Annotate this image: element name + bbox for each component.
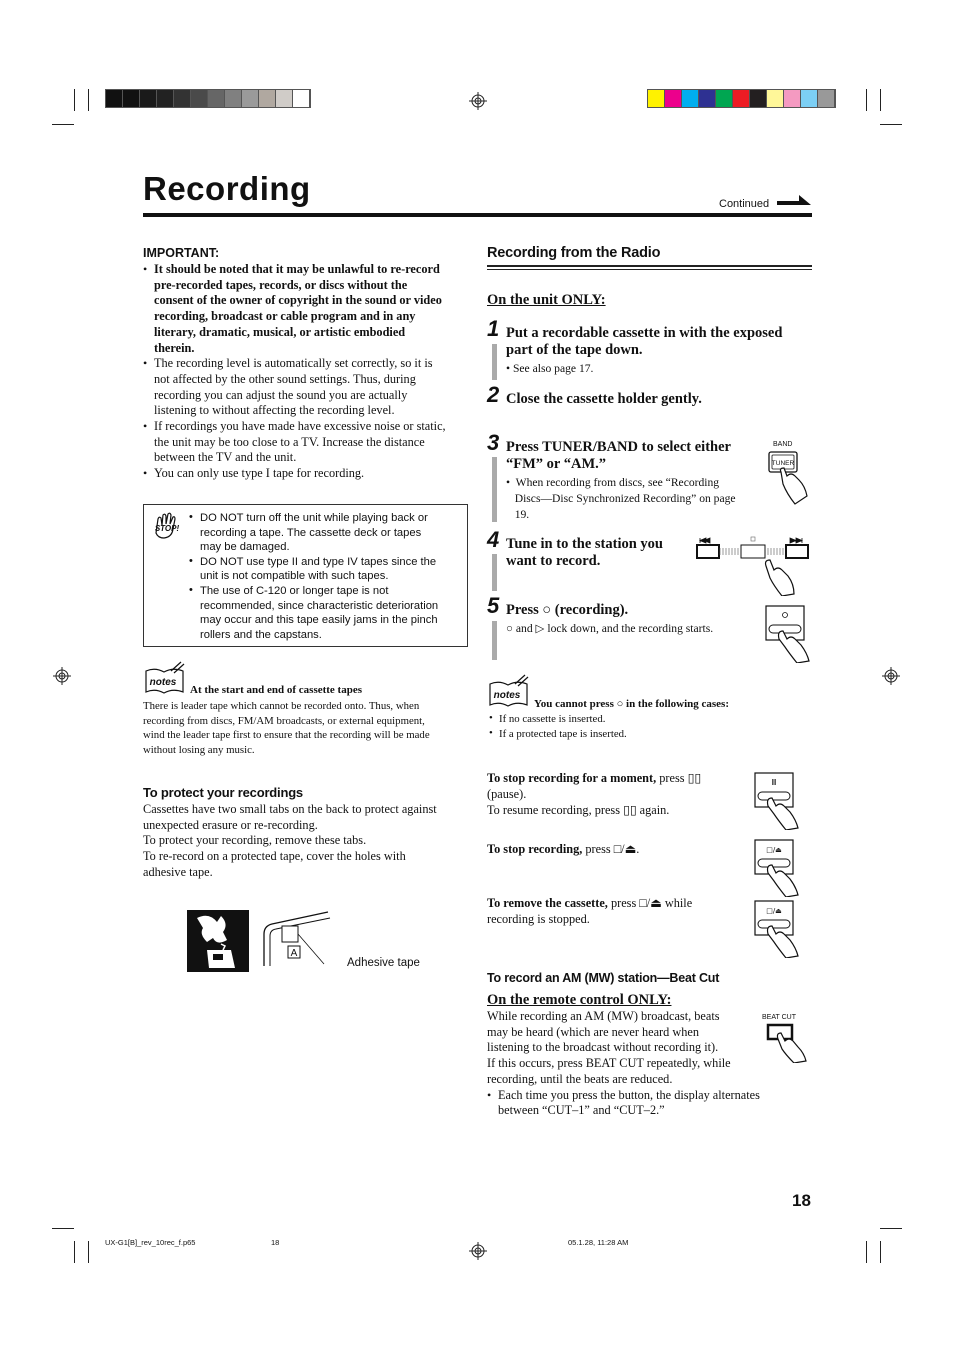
- step-text: part of the tape down.: [506, 342, 643, 358]
- step-bar: [492, 621, 497, 660]
- stop-instruction: To stop recording, press □/⏏.: [487, 842, 640, 856]
- pause-instruction: To stop recording for a moment, press ▯▯: [487, 771, 702, 785]
- svg-text:□/⏏: □/⏏: [766, 846, 782, 854]
- remove-instruction-2: recording is stopped.: [487, 912, 590, 926]
- crop-mark: [880, 1241, 881, 1263]
- crop-mark: [88, 1241, 89, 1263]
- step-number: 2: [487, 382, 500, 407]
- important-line: listening to without affecting the recording level.: [154, 403, 395, 418]
- svg-text:notes: notes: [493, 690, 521, 701]
- continued-arrow-icon: [777, 193, 813, 211]
- important-line: recording, broadcast or cable program and in any: [154, 309, 416, 324]
- important-line: If recordings you have made have excessive noise or static,: [154, 419, 446, 433]
- remove-instruction: To remove the cassette, press □/⏏ while: [487, 896, 693, 910]
- crop-mark: [52, 1228, 74, 1229]
- protect-line: To protect your recording, remove these tabs.: [143, 833, 367, 848]
- step-text: Close the cassette holder gently.: [506, 391, 702, 407]
- important-line: You can only use type I tape for recording.: [154, 466, 365, 481]
- gray-swatch: [140, 90, 157, 107]
- svg-text:notes: notes: [149, 677, 177, 688]
- color-swatch: [767, 90, 784, 107]
- important-line: literary, dramatic, musical, or artistic embodied: [154, 324, 406, 339]
- important-line: The recording level is automatically set correctly, so it is: [154, 356, 433, 371]
- step-bar: [492, 344, 497, 380]
- crop-mark: [880, 1228, 902, 1229]
- notes-right-line: If a protected tape is inserted.: [499, 727, 627, 740]
- step-number: 3: [487, 430, 500, 455]
- footer-date: 05.1.28, 11:28 AM: [568, 1238, 629, 1247]
- notes-icon: [143, 661, 187, 695]
- caution-line: unit is not compatible with such tapes.: [200, 570, 389, 583]
- caution-line: rollers and the capstans.: [200, 628, 322, 641]
- gray-swatch: [293, 90, 310, 107]
- band-label: BAND: [773, 441, 793, 448]
- step-text: Tune in to the station you: [506, 536, 663, 552]
- color-swatch: [818, 90, 835, 107]
- beat-cut-line: listening to the broadcast without recording it).: [487, 1040, 719, 1055]
- title-rule: [143, 213, 812, 217]
- caution-line: may occur and this tape easily jams in the pinch: [200, 614, 438, 627]
- notes-right-heading: You cannot press ○ in the following cases:: [534, 698, 729, 710]
- important-line: pre-recorded tapes, records, or discs without the: [154, 277, 408, 292]
- resume-instruction: To resume recording, press ▯▯ again.: [487, 803, 670, 817]
- notes-left-heading: At the start and end of cassette tapes: [190, 684, 363, 696]
- color-swatch: [733, 90, 750, 107]
- important-heading: IMPORTANT:: [143, 246, 220, 260]
- notes-right-line: If no cassette is inserted.: [499, 713, 606, 725]
- caution-line: may be damaged.: [200, 541, 290, 554]
- step-bar: [492, 554, 497, 591]
- color-calibration-bar: [647, 89, 836, 108]
- tuning-buttons-hand-icon: [694, 536, 812, 596]
- caution-line: DO NOT use type II and type IV tapes since the: [200, 555, 437, 568]
- step-text: want to record.: [506, 553, 601, 569]
- bullet-dot: •: [489, 726, 493, 739]
- continued-label: Continued: [719, 198, 770, 210]
- beat-cut-bullet-line: Each time you press the button, the display alternates: [498, 1087, 760, 1102]
- important-line: consent of the owner of copyright in the sound or video: [154, 293, 442, 308]
- notes-left-line: recording from discs, FM/AM broadcasts, or external equipment,: [143, 714, 425, 727]
- gray-swatch: [242, 90, 259, 107]
- caution-line: The use of C-120 or longer tape is not: [200, 585, 389, 597]
- color-swatch: [665, 90, 682, 107]
- gray-swatch: [276, 90, 293, 107]
- svg-text:A: A: [290, 948, 298, 959]
- gray-swatch: [208, 90, 225, 107]
- cassette-adhesive-tape-illustration: [258, 908, 348, 970]
- bullet-dot: •: [487, 1087, 492, 1102]
- footer-file: UX-G1[B]_rev_10rec_f.p65: [105, 1238, 196, 1247]
- color-swatch: [750, 90, 767, 107]
- notes-left-line: wind the leader tape first to ensure that the recording will be made: [143, 729, 430, 742]
- caution-line: DO NOT turn off the unit while playing back or: [200, 512, 428, 524]
- bullet-dot: •: [489, 712, 493, 724]
- step-note: 19.: [506, 507, 530, 521]
- beat-cut-label: BEAT CUT: [762, 1014, 796, 1021]
- svg-text:TUNER: TUNER: [771, 460, 795, 467]
- tuner-button-hand-icon: [765, 450, 813, 506]
- radio-heading-rule-2: [487, 269, 812, 270]
- color-swatch: [682, 90, 699, 107]
- cassette-tab-illustration: [187, 910, 249, 972]
- bullet-dot: •: [143, 419, 148, 433]
- gray-swatch: [106, 90, 123, 107]
- gray-swatch: [174, 90, 191, 107]
- footer-page: 18: [271, 1238, 280, 1247]
- protect-heading: To protect your recordings: [143, 785, 303, 800]
- unit-only-label: On the unit ONLY:: [487, 292, 606, 308]
- notes-left-line: without losing any music.: [143, 743, 255, 756]
- page-title: Recording: [143, 170, 311, 207]
- crop-mark: [880, 89, 881, 111]
- step-text: Press ○ (recording).: [506, 602, 629, 618]
- color-swatch: [699, 90, 716, 107]
- bullet-dot: •: [189, 511, 193, 523]
- bullet-dot: •: [189, 554, 193, 567]
- caution-line: recommended, since characteristic deterioration: [200, 599, 439, 612]
- gray-calibration-bar: [105, 89, 311, 108]
- bullet-dot: •: [143, 262, 148, 276]
- gray-swatch: [191, 90, 208, 107]
- crop-mark: [52, 124, 74, 125]
- gray-swatch: [123, 90, 140, 107]
- notes-icon: [487, 674, 531, 708]
- color-swatch: [801, 90, 818, 107]
- registration-mark-icon: [882, 667, 900, 685]
- step-text: “FM” or “AM.”: [506, 456, 606, 472]
- bullet-dot: •: [143, 466, 148, 481]
- caution-line: recording a tape. The cassette deck or tapes: [200, 526, 422, 539]
- crop-mark: [866, 89, 867, 111]
- bullet-dot: •: [189, 584, 193, 596]
- gray-swatch: [157, 90, 174, 107]
- svg-text:STOP!: STOP!: [154, 524, 180, 533]
- adhesive-tape-label: Adhesive tape: [347, 957, 420, 969]
- important-line: recording you can adjust the sound you are actually: [154, 387, 408, 402]
- protect-line: To re-record on a protected tape, cover the holes with: [143, 849, 406, 864]
- registration-mark-icon: [469, 92, 487, 110]
- protect-line: Cassettes have two small tabs on the back to protect against: [143, 802, 437, 816]
- remote-only-label: On the remote control ONLY:: [487, 992, 672, 1008]
- radio-heading: Recording from the Radio: [487, 245, 661, 261]
- beat-cut-button-hand-icon: [766, 1023, 810, 1063]
- important-line: not affected by the other sound settings. Thus, during: [154, 371, 416, 386]
- important-line: between the TV and the unit.: [154, 450, 297, 465]
- important-line: It should be noted that it may be unlawful to re-record: [154, 262, 440, 276]
- step-note: • When recording from discs, see “Recording: [506, 476, 720, 489]
- important-line: the unit may be too close to a TV. Increase the distance: [154, 434, 425, 449]
- beat-cut-line: While recording an AM (MW) broadcast, beats: [487, 1009, 720, 1023]
- step-note: ○ and ▷ lock down, and the recording starts.: [506, 622, 714, 635]
- protect-line: adhesive tape.: [143, 864, 213, 879]
- registration-mark-icon: [53, 667, 71, 685]
- stop-hand-icon: [150, 511, 184, 541]
- registration-mark-icon: [469, 1242, 487, 1260]
- step-bar: [492, 457, 497, 522]
- step-number: 4: [487, 527, 500, 552]
- beat-cut-line: recording, until the beats are reduced.: [487, 1071, 673, 1086]
- color-swatch: [716, 90, 733, 107]
- color-swatch: [648, 90, 665, 107]
- step-note: Discs—Disc Synchronized Recording” on page: [506, 491, 736, 505]
- page-number: 18: [792, 1191, 811, 1210]
- crop-mark: [74, 89, 75, 111]
- protect-line: unexpected erasure or re-recording.: [143, 817, 318, 832]
- crop-mark: [866, 1241, 867, 1263]
- radio-heading-rule: [487, 265, 812, 267]
- pause-instruction-2: (pause).: [487, 787, 527, 801]
- record-button-hand-icon: [765, 605, 813, 663]
- gray-swatch: [225, 90, 242, 107]
- stop-eject-button-hand-icon: [754, 900, 802, 958]
- step-text: Put a recordable cassette in with the exposed: [506, 325, 783, 341]
- beat-cut-heading: To record an AM (MW) station—Beat Cut: [487, 971, 720, 985]
- crop-mark: [880, 124, 902, 125]
- step-note: • See also page 17.: [506, 362, 594, 375]
- crop-mark: [88, 89, 89, 111]
- step-number: 1: [487, 316, 500, 341]
- step-number: 5: [487, 593, 500, 618]
- pause-button-hand-icon: [754, 772, 802, 830]
- svg-text:II: II: [771, 778, 777, 787]
- important-line: therein.: [154, 340, 195, 355]
- stop-eject-button-hand-icon: [754, 839, 802, 897]
- notes-left-line: There is leader tape which cannot be recorded onto. Thus, when: [143, 700, 420, 712]
- beat-cut-line: If this occurs, press BEAT CUT repeatedly, while: [487, 1056, 731, 1071]
- tab-removal-icon: [187, 910, 249, 972]
- bullet-dot: •: [143, 356, 148, 371]
- step-text: Press TUNER/BAND to select either: [506, 439, 731, 455]
- beat-cut-line: may be heard (which are never heard when: [487, 1024, 700, 1039]
- svg-text:□/⏏: □/⏏: [766, 907, 782, 915]
- gray-swatch: [259, 90, 276, 107]
- beat-cut-bullet-line: between “CUT–1” and “CUT–2.”: [498, 1103, 665, 1118]
- color-swatch: [784, 90, 801, 107]
- crop-mark: [74, 1241, 75, 1263]
